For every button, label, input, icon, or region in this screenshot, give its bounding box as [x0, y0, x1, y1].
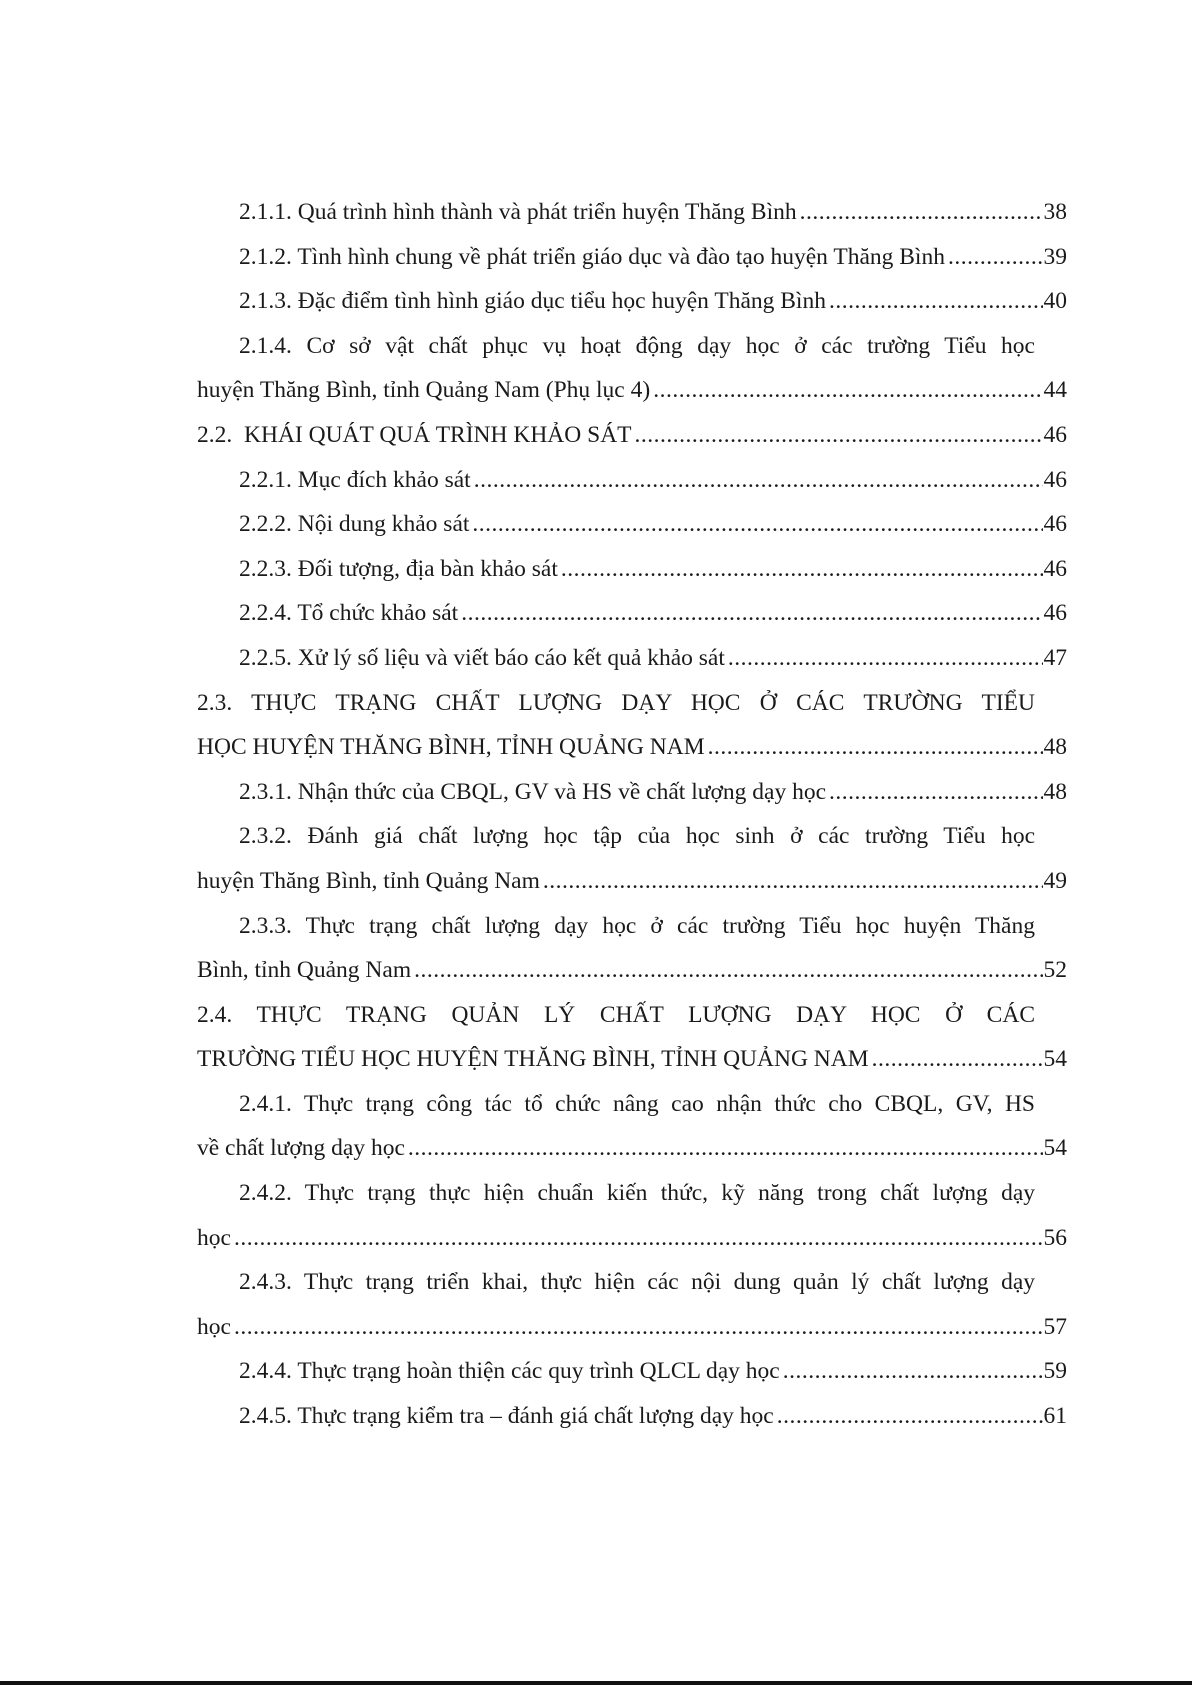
- dot-leader: [777, 1394, 1043, 1439]
- toc-entry-title: 2.1.3. Đặc điểm tình hình giáo dục tiểu học huyện Thăng Bình: [239, 288, 826, 315]
- toc-entry-2-1-3[interactable]: [197, 279, 1067, 324]
- dot-leader: [408, 1126, 1043, 1171]
- dot-leader: [414, 948, 1042, 993]
- dot-leader: [635, 413, 1043, 458]
- dot-leader: [800, 190, 1043, 235]
- dot-leader: [728, 636, 1043, 681]
- toc-entry-continuation: [197, 1037, 1067, 1082]
- dot-leader: [829, 279, 1043, 324]
- toc-entry-title-line1: 2.3.3. Thực trạng chất lượng dạy học ở các trường Tiểu học huyện Thăng: [239, 912, 1035, 939]
- toc-entry-title: 2.2. KHÁI QUÁT QUÁ TRÌNH KHẢO SÁT: [197, 421, 632, 448]
- toc-page-number: 46: [1043, 600, 1067, 627]
- toc-entry-title: 2.2.3. Đối tượng, địa bàn khảo sát: [239, 555, 558, 582]
- dot-leader: [948, 235, 1043, 280]
- toc-entry-title: 2.3.1. Nhận thức của CBQL, GV và HS về chất lượng dạy học: [239, 778, 826, 805]
- toc-entry-title: 2.2.1. Mục đích khảo sát: [239, 466, 471, 493]
- toc-page-number: 47: [1043, 644, 1067, 671]
- toc-entry-2-3[interactable]: [197, 681, 1067, 770]
- toc-page-number: 59: [1043, 1358, 1067, 1385]
- toc-entry-2-4-5[interactable]: [197, 1394, 1067, 1439]
- toc-entry-title: 2.2.5. Xử lý số liệu và viết báo cáo kết quả khảo sát: [239, 644, 725, 671]
- toc-entry-2-2-5[interactable]: [197, 636, 1067, 681]
- toc-entry-title: 2.4.5. Thực trạng kiểm tra – đánh giá chất lượng dạy học: [239, 1403, 774, 1430]
- toc-entry-2-2-3[interactable]: [197, 547, 1067, 592]
- dot-leader: [561, 547, 1043, 592]
- toc-page-number: 61: [1043, 1403, 1067, 1430]
- toc-entry-2-2-4[interactable]: [197, 591, 1067, 636]
- toc-entry-continuation: [197, 1305, 1067, 1350]
- toc-entry-2-3-1[interactable]: [197, 770, 1067, 815]
- toc-entry-title-line1: 2.3. THỰC TRẠNG CHẤT LƯỢNG DẠY HỌC Ở CÁC TRƯỜNG TIỂU: [197, 689, 1035, 716]
- toc-page-number: 54: [1043, 1135, 1067, 1162]
- toc-entry-continuation: [197, 1216, 1067, 1261]
- toc-entry-title: 2.1.1. Quá trình hình thành và phát triển huyện Thăng Bình: [239, 199, 797, 225]
- toc-entry-2-3-2[interactable]: [197, 814, 1067, 903]
- toc-entry-continuation: [197, 725, 1067, 770]
- table-of-contents: [197, 190, 1067, 1439]
- toc-entry-2-1-4[interactable]: [197, 324, 1067, 413]
- dot-leader: [653, 368, 1042, 413]
- toc-entry-title-line2: Bình, tỉnh Quảng Nam: [197, 957, 412, 984]
- toc-entry-continuation: [197, 1126, 1067, 1171]
- toc-entry-title: 2.4.4. Thực trạng hoàn thiện các quy trình QLCL dạy học: [239, 1358, 780, 1385]
- toc-page-number: 46: [1043, 421, 1067, 448]
- toc-entry-title-line1: 2.3.2. Đánh giá chất lượng học tập của học sinh ở các trường Tiểu học: [239, 823, 1035, 850]
- toc-entry-title: 2.1.2. Tình hình chung về phát triển giáo dục và đào tạo huyện Thăng Bình: [239, 243, 945, 270]
- dot-leader: [829, 770, 1043, 815]
- dot-leader: [472, 502, 1042, 547]
- toc-page-number: 48: [1043, 734, 1067, 761]
- toc-page-number: 46: [1043, 555, 1067, 582]
- toc-entry-2-2-2[interactable]: [197, 502, 1067, 547]
- toc-entry-title-line1: 2.1.4. Cơ sở vật chất phục vụ hoạt động dạy học ở các trường Tiểu học: [239, 332, 1035, 359]
- dot-leader: [783, 1349, 1043, 1394]
- dot-leader: [708, 725, 1043, 770]
- toc-entry-2-4-3[interactable]: [197, 1260, 1067, 1349]
- toc-entry-continuation: [197, 368, 1067, 413]
- toc-page-number: 46: [1043, 511, 1067, 538]
- toc-entry-2-1-1[interactable]: [197, 190, 1067, 235]
- toc-entry-2-4[interactable]: [197, 993, 1067, 1082]
- toc-page-number: 52: [1043, 957, 1067, 984]
- toc-entry-2-2-1[interactable]: [197, 458, 1067, 503]
- toc-entry-2-1-2[interactable]: [197, 235, 1067, 280]
- dot-leader: [234, 1216, 1043, 1261]
- toc-entry-2-3-3[interactable]: [197, 904, 1067, 993]
- dot-leader: [474, 458, 1043, 503]
- toc-page-number: 40: [1043, 288, 1067, 315]
- toc-entry-title-line1: 2.4.3. Thực trạng triển khai, thực hiện các nội dung quản lý chất lượng dạy: [239, 1269, 1035, 1296]
- toc-page-number: 48: [1043, 778, 1067, 805]
- toc-entry-2-4-2[interactable]: [197, 1171, 1067, 1260]
- toc-page-number: 44: [1043, 377, 1067, 404]
- toc-page-number: 38: [1043, 199, 1067, 225]
- toc-page-number: 49: [1043, 867, 1067, 894]
- toc-entry-continuation: [197, 948, 1067, 993]
- toc-entry-title: 2.2.2. Nội dung khảo sát: [239, 511, 470, 538]
- toc-entry-title-line1: 2.4. THỰC TRẠNG QUẢN LÝ CHẤT LƯỢNG DẠY HỌC Ở CÁC: [197, 1001, 1035, 1028]
- toc-page-number: 39: [1043, 243, 1067, 270]
- toc-page-number: 54: [1043, 1046, 1067, 1073]
- dot-leader: [461, 591, 1042, 636]
- toc-entry-title-line1: 2.4.1. Thực trạng công tác tổ chức nâng cao nhận thức cho CBQL, GV, HS: [239, 1090, 1035, 1117]
- toc-entry-2-2[interactable]: [197, 413, 1067, 458]
- dot-leader: [543, 859, 1043, 904]
- toc-entry-title-line2: học: [197, 1224, 231, 1251]
- toc-entry-2-4-1[interactable]: [197, 1082, 1067, 1171]
- toc-entry-title-line2: về chất lượng dạy học: [197, 1135, 405, 1162]
- toc-entry-title-line1: 2.4.2. Thực trạng thực hiện chuẩn kiến thức, kỹ năng trong chất lượng dạy: [239, 1180, 1035, 1207]
- toc-page-number: 56: [1043, 1224, 1067, 1251]
- page-bottom-edge: [0, 1681, 1192, 1685]
- toc-entry-title-line2: TRƯỜNG TIỂU HỌC HUYỆN THĂNG BÌNH, TỈNH QUẢNG NAM: [197, 1046, 869, 1073]
- toc-entry-2-4-4[interactable]: [197, 1349, 1067, 1394]
- toc-entry-title-line2: huyện Thăng Bình, tỉnh Quảng Nam (Phụ lục 4): [197, 377, 651, 404]
- toc-entry-title: 2.2.4. Tổ chức khảo sát: [239, 600, 459, 627]
- toc-entry-title-line2: học: [197, 1313, 231, 1340]
- toc-entry-title-line2: huyện Thăng Bình, tỉnh Quảng Nam: [197, 867, 540, 894]
- toc-entry-title-line2: HỌC HUYỆN THĂNG BÌNH, TỈNH QUẢNG NAM: [197, 734, 705, 761]
- dot-leader: [234, 1305, 1043, 1350]
- toc-entry-continuation: [197, 859, 1067, 904]
- dot-leader: [872, 1037, 1043, 1082]
- toc-page-number: 57: [1043, 1313, 1067, 1340]
- toc-page-number: 46: [1043, 466, 1067, 493]
